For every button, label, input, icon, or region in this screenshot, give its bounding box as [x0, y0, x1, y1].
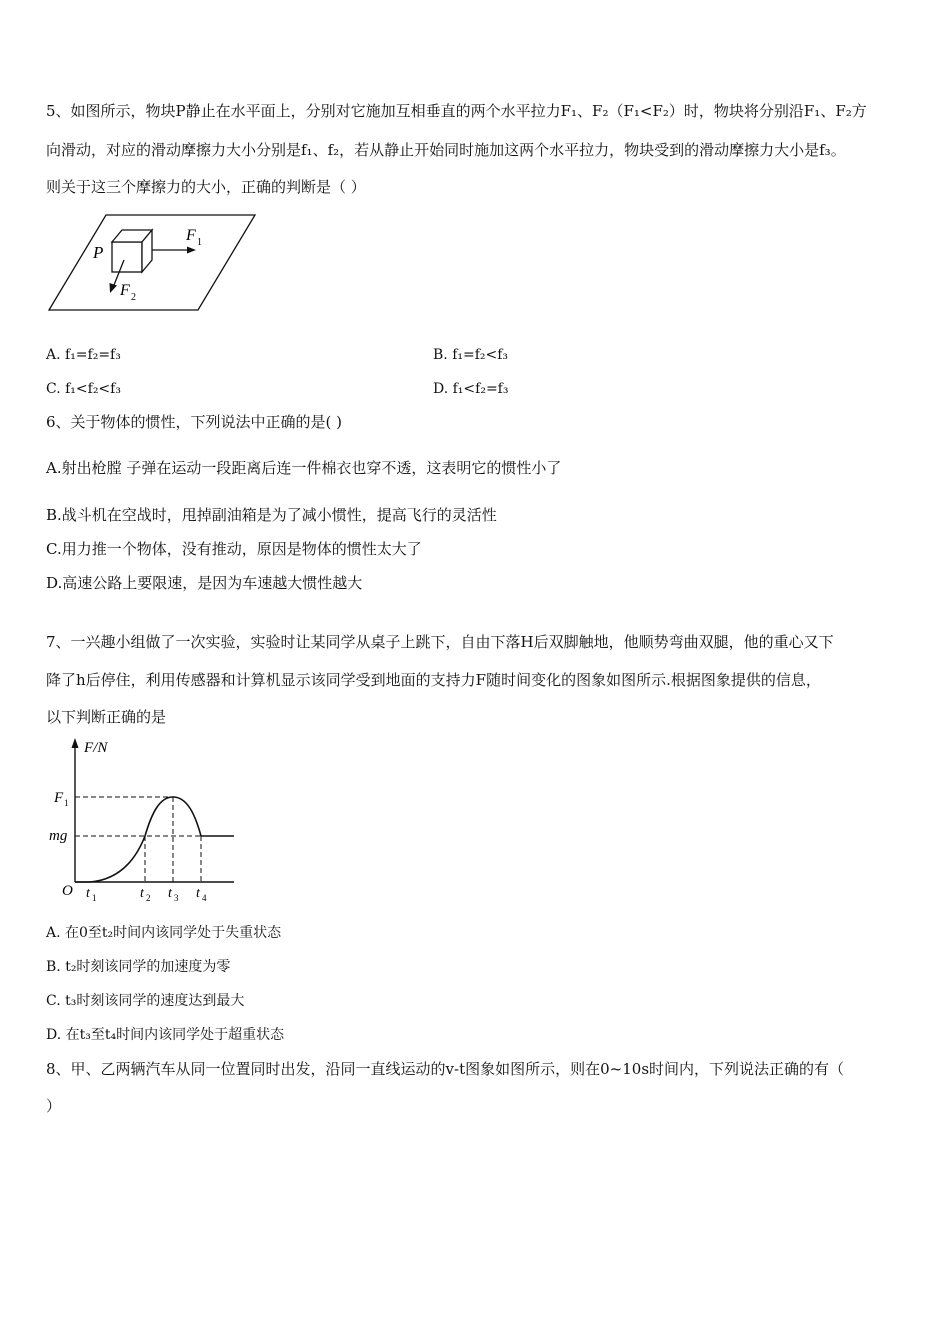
f1-arrow-head [187, 247, 196, 254]
label-f1: F [54, 790, 64, 806]
q5-option-c[interactable]: C. f₁<f₂<f₃ [46, 381, 121, 397]
y-axis-arrow [72, 738, 79, 748]
label-t2: t [140, 886, 144, 901]
q6-stem: 6、关于物体的惯性，下列说法中正确的是( ) [46, 413, 343, 431]
q5-stem-line-1: 5、如图所示，物块P静止在水平面上，分别对它施加互相垂直的两个水平拉力F₁、F₂（F₁<F₂）时，物块将分别沿F₁、F₂方 [46, 102, 867, 120]
f2-arrow-head [110, 283, 118, 293]
label-f2: F [120, 282, 130, 299]
q7-stem-line-1: 7、一兴趣小组做了一次实验，实验时让某同学从桌子上跳下，自由下落H后双脚触地，他顺势弯曲双腿，他的重心又下 [46, 633, 834, 651]
q7-option-b[interactable]: B. t₂时刻该同学的加速度为零 [46, 959, 231, 975]
block-front-face [112, 242, 142, 272]
label-f1-sub: 1 [197, 237, 202, 248]
label-p: P [93, 243, 104, 262]
q6-option-d[interactable]: D.高速公路上要限速，是因为车速越大惯性越大 [46, 574, 363, 592]
q6-option-c[interactable]: C.用力推一个物体，没有推动，原因是物体的惯性太大了 [46, 540, 422, 558]
q5-option-b[interactable]: B. f₁=f₂<f₃ [433, 347, 509, 363]
label-f1-sub: 1 [64, 798, 69, 808]
y-axis-label: F/N [84, 740, 108, 756]
q7-option-a[interactable]: A. 在0至t₂时间内该同学处于失重状态 [46, 925, 282, 941]
force-curve [75, 797, 234, 882]
q7-stem-line-2: 降了h后停住，利用传感器和计算机显示该同学受到地面的支持力F随时间变化的图象如图所示.根据图象提供的信息， [46, 671, 821, 689]
q5-stem-line-3: 则关于这三个摩擦力的大小，正确的判断是（ ） [46, 178, 366, 196]
label-t4-sub: 4 [202, 893, 207, 903]
q5-stem-line-2: 向滑动，对应的滑动摩擦力大小分别是f₁、f₂，若从静止开始同时施加这两个水平拉力，物块受到的滑动摩擦力大小是f₃。 [46, 141, 846, 159]
q6-option-a[interactable]: A.射出枪膛 子弹在运动一段距离后连一件棉衣也穿不透，这表明它的惯性小了 [46, 459, 562, 477]
label-t1-sub: 1 [92, 893, 97, 903]
label-t2-sub: 2 [146, 893, 151, 903]
label-f1: F [186, 227, 196, 244]
label-t1: t [86, 886, 90, 901]
label-t3-sub: 3 [174, 893, 179, 903]
q8-stem-line-1: 8、甲、乙两辆汽车从同一位置同时出发，沿同一直线运动的v-t图象如图所示，则在0~10s时间内，下列说法正确的有（ [46, 1060, 845, 1078]
q7-stem-line-3: 以下判断正确的是 [46, 708, 167, 726]
label-f2-sub: 2 [131, 292, 136, 303]
q5-option-d[interactable]: D. f₁<f₂=f₃ [433, 381, 509, 397]
label-origin: O [62, 883, 73, 899]
q5-figure-block-on-plane [46, 212, 261, 314]
label-t3: t [168, 886, 172, 901]
q7-force-time-graph [46, 732, 241, 912]
label-t4: t [196, 886, 200, 901]
label-mg: mg [49, 828, 68, 844]
q8-stem-line-2: ） [46, 1097, 62, 1115]
q5-option-a[interactable]: A. f₁=f₂=f₃ [46, 347, 121, 363]
q7-option-d[interactable]: D. 在t₃至t₄时间内该同学处于超重状态 [46, 1027, 285, 1043]
q7-option-c[interactable]: C. t₃时刻该同学的速度达到最大 [46, 993, 245, 1009]
q6-option-b[interactable]: B.战斗机在空战时，甩掉副油箱是为了减小惯性，提高飞行的灵活性 [46, 506, 497, 524]
